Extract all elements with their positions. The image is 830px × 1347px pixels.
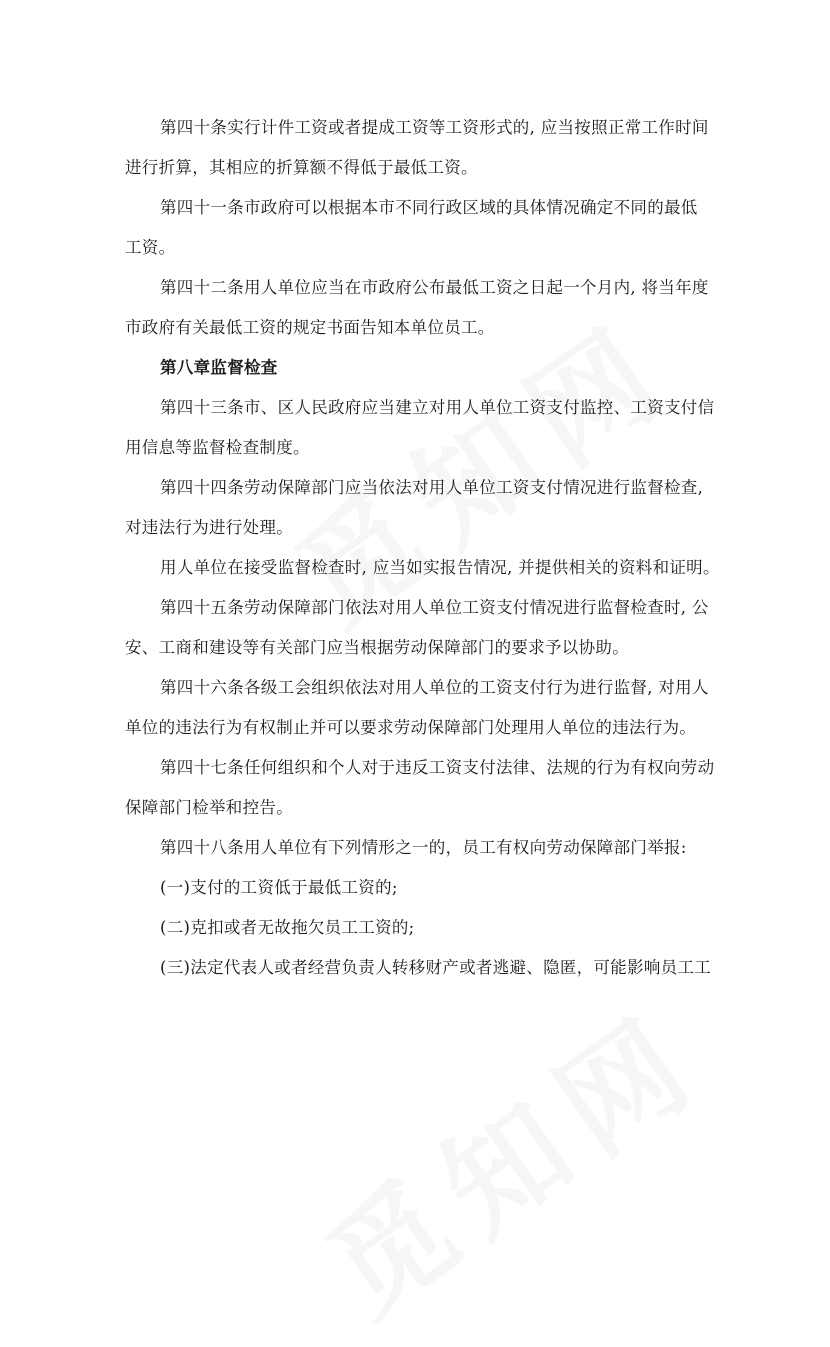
- text-line: 工资。: [125, 238, 176, 257]
- list-item: (一)支付的工资低于最低工资的;: [160, 878, 398, 897]
- watermark: [289, 965, 732, 1347]
- chapter-heading: 第八章监督检查: [160, 358, 278, 377]
- text-line: 进行折算，其相应的折算额不得低于最低工资。: [125, 158, 478, 177]
- text-line: 第四十一条市政府可以根据本市不同行政区域的具体情况确定不同的最低: [160, 198, 698, 217]
- list-item: (二)克扣或者无故拖欠员工工资的;: [160, 918, 415, 937]
- text-line: 第四十八条用人单位有下列情形之一的，员工有权向劳动保障部门举报:: [160, 838, 687, 857]
- text-line: 第四十七条任何组织和个人对于违反工资支付法律、法规的行为有权向劳动: [160, 758, 715, 777]
- text-line: 第四十条实行计件工资或者提成工资等工资形式的, 应当按照正常工作时间: [160, 118, 709, 137]
- list-item: (三)法定代表人或者经营负责人转移财产或者逃避、隐匿，可能影响员工工: [160, 958, 712, 977]
- text-line: 第四十四条劳动保障部门应当依法对用人单位工资支付情况进行监督检查,: [160, 478, 704, 497]
- text-line: 单位的违法行为有权制止并可以要求劳动保障部门处理用人单位的违法行为。: [125, 718, 697, 737]
- text-line: 第四十三条市、区人民政府应当建立对用人单位工资支付监控、工资支付信: [160, 398, 715, 417]
- document-body: [125, 108, 720, 988]
- text-line: 第四十六条各级工会组织依法对用人单位的工资支付行为进行监督, 对用人: [160, 678, 709, 697]
- text-line: 市政府有关最低工资的规定书面告知本单位员工。: [125, 318, 495, 337]
- text-line: 第四十五条劳动保障部门依法对用人单位工资支付情况进行监督检查时, 公: [160, 598, 709, 617]
- text-line: 对违法行为进行处理。: [125, 518, 293, 537]
- text-line: 保障部门检举和控告。: [125, 798, 293, 817]
- text-line: 用信息等监督检查制度。: [125, 438, 310, 457]
- text-line: 安、工商和建设等有关部门应当根据劳动保障部门的要求予以协助。: [125, 638, 629, 657]
- text-line: 用人单位在接受监督检查时, 应当如实报告情况, 并提供相关的资料和证明。: [160, 558, 720, 577]
- text-line: 第四十二条用人单位应当在市政府公布最低工资之日起一个月内, 将当年度: [160, 278, 709, 297]
